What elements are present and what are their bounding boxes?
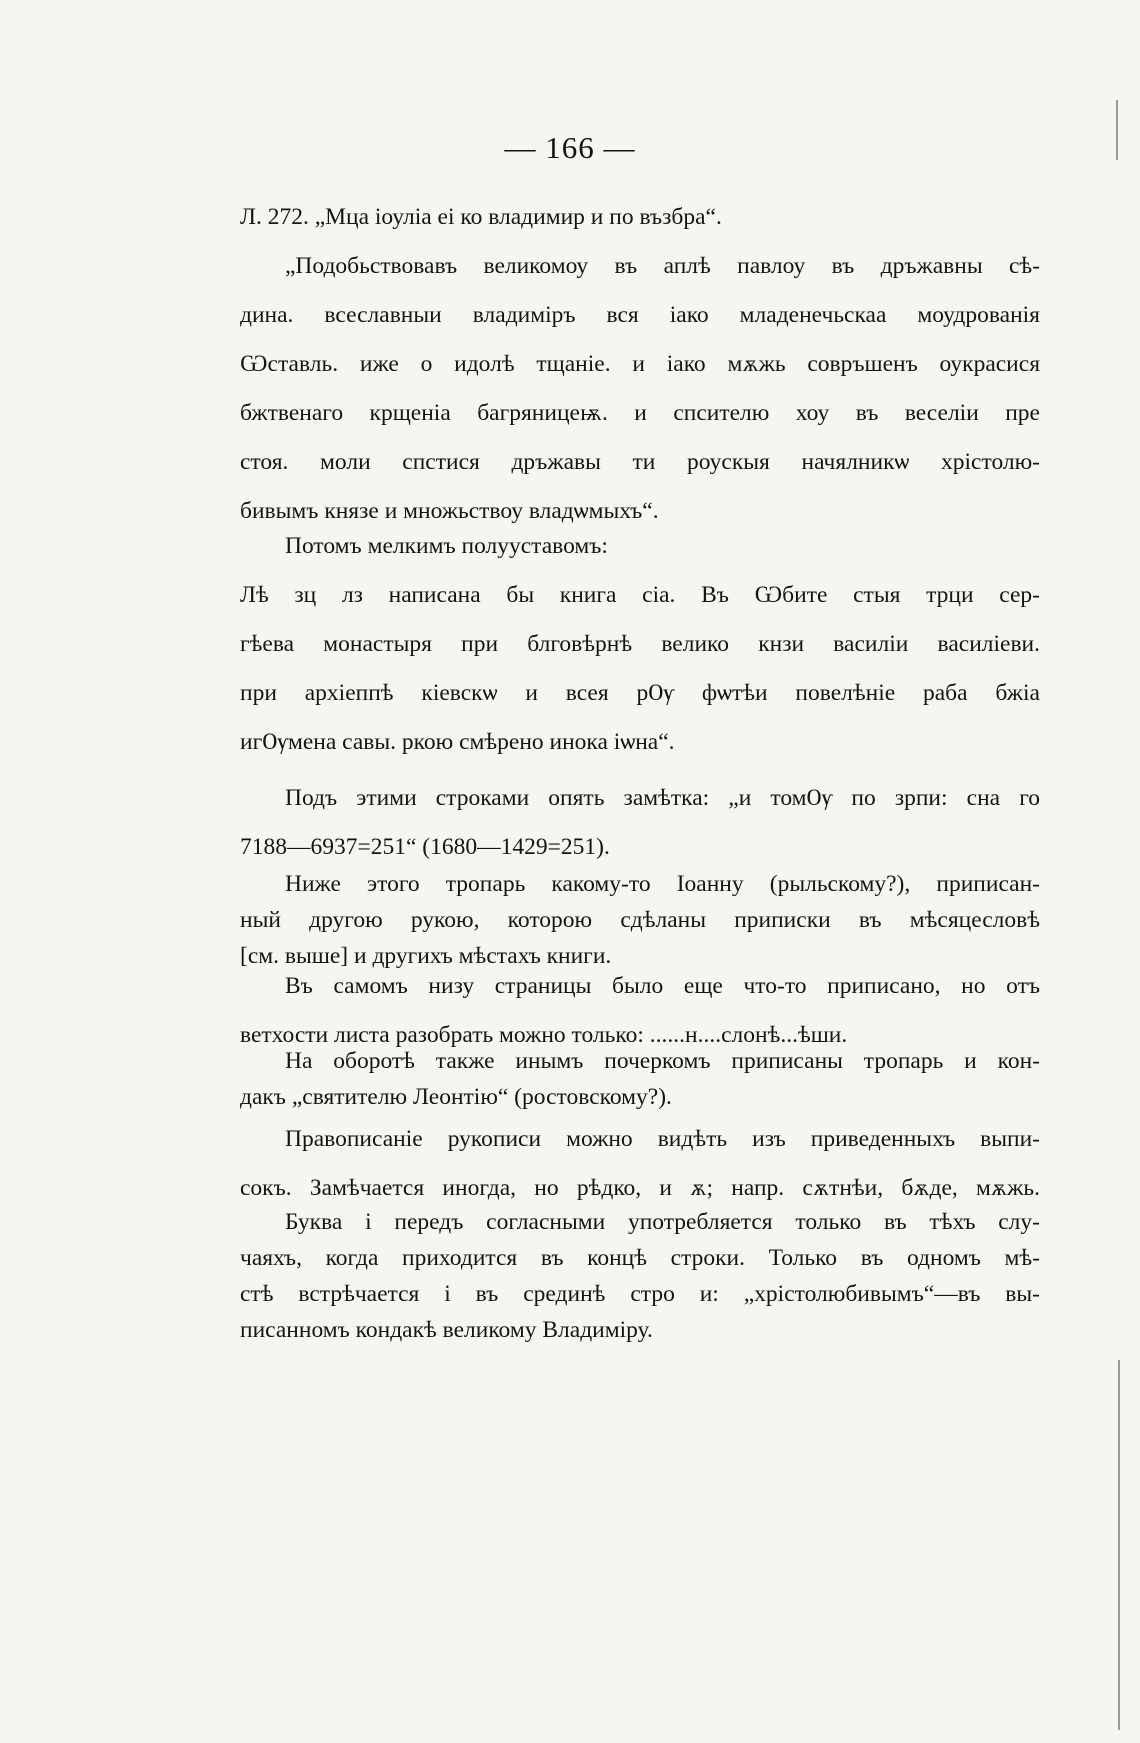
text-line: Подъ этими строками опять замѣтка: „и томѸ по зрпи: сна го <box>285 785 1040 811</box>
text-line: дина. всеславныи владиміръ вся іако младенечьскаа моудрованія <box>240 302 1040 328</box>
troparion-paragraph <box>240 866 1040 974</box>
text-line: Буква і передъ согласными употребляется только въ тѣхъ слу- <box>285 1209 1040 1235</box>
text-line: Въ самомъ низу страницы было еще что-то приписано, но отъ <box>285 973 1040 999</box>
text-line: ный другою рукою, которою сдѣланы приписки въ мѣсяцесловѣ <box>240 907 1040 933</box>
text-line: писанномъ кондакѣ великому Владиміру. <box>240 1317 653 1343</box>
text-line: ветхости листа разобрать можно только: ......н....слонѣ...ѣши. <box>240 1022 848 1048</box>
text-line: Ниже этого тропарь какому-то Іоанну (рыльскому?), приписан- <box>285 871 1040 897</box>
scan-edge-mark <box>1116 100 1118 160</box>
text-line: Ѡставль. иже о идолѣ тщаніе. и іако мѫжь совръшенъ оукрасися <box>240 351 1040 377</box>
text-line: „Подобьствовавъ великомоу въ аплѣ павлоу въ дръжавны сѣ- <box>285 253 1040 279</box>
text-line: чаяхъ, когда приходится въ концѣ строки. Только въ одномъ мѣ- <box>240 1245 1040 1271</box>
scan-edge-mark <box>1118 1360 1120 1730</box>
text-line: Потомъ мелкимъ полууставомъ: <box>285 533 608 559</box>
text-line: Л. 272. „Мца іоуліа еі ко владимир и по възбра“. <box>240 204 722 230</box>
text-line: 7188—6937=251“ (1680—1429=251). <box>240 834 610 860</box>
note-paragraph <box>240 774 1040 872</box>
text-line: [см. выше] и другихъ мѣстахъ книги. <box>240 943 612 969</box>
colophon <box>240 522 1040 767</box>
text-line: На оборотѣ также инымъ почеркомъ приписаны тропарь и кон- <box>285 1048 1040 1074</box>
page-number: — 166 — <box>504 130 636 165</box>
text-line: Лѣ зц лз написана бы книга сіа. Въ Ѡбите стыя трци сер- <box>240 582 1040 608</box>
text-line: стѣ встрѣчается і въ срединѣ стро и: „хрістолюбивымъ“—въ вы- <box>240 1281 1040 1307</box>
manuscript-quote <box>240 193 1040 536</box>
orthography-paragraph <box>240 1115 1040 1213</box>
text-line: сокъ. Замѣчается иногда, но рѣдко, и ѫ; напр. сѫтнѣи, бѫде, мѫжь. <box>240 1175 1040 1201</box>
text-line: дакъ „святителю Леонтію“ (ростовскому?). <box>240 1084 672 1110</box>
reverse-side-paragraph <box>240 1043 1040 1115</box>
text-line: бжтвенаго крщеніа багряницеѭ. и спсителю хоу въ веселіи пре <box>240 400 1040 426</box>
text-line: игѸмена савы. ркою смѣрено инока іѡна“. <box>240 729 675 755</box>
letter-usage-paragraph <box>240 1204 1040 1348</box>
text-line: стоя. моли спстися дръжавы ти роускыя начялникѡ хрістолю- <box>240 449 1040 475</box>
text-line: гѣева монастыря при блговѣрнѣ велико кнзи василіи василіеви. <box>240 631 1040 657</box>
text-line: бивымъ князе и множьствоу владѡмыхъ“. <box>240 498 659 524</box>
text-line: Правописаніе рукописи можно видѣть изъ приведенныхъ выпи- <box>285 1126 1040 1152</box>
text-line: при архіеппѣ кіевскѡ и всея рѸ фѡтѣи повелѣніе раба бжіа <box>240 680 1040 706</box>
